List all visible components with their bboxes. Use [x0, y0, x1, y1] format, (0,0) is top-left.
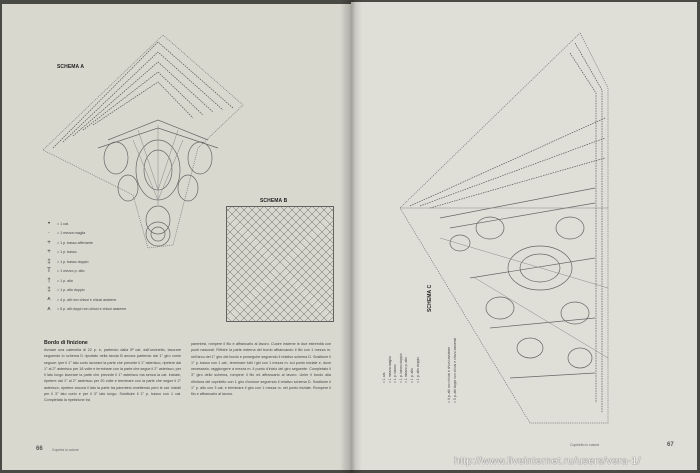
schema-b-grid: [226, 206, 334, 322]
legend-text: = 5 p. alti doppi non chiusi e chiusi assieme: [57, 307, 127, 312]
single-crochet-icon: +: [47, 249, 51, 256]
schema-b-label: SCHEMA B: [260, 198, 288, 204]
section-title: Bordo di finizione: [44, 340, 88, 346]
legend-row: [44, 286, 174, 296]
legend-text: = 5 p. alti doppi non chiusi e chiusi assieme: [452, 337, 457, 403]
legend-text: = 1 cat.: [57, 221, 69, 226]
page-gutter: [340, 0, 362, 473]
legend-row: [44, 295, 174, 305]
paragraph: Avviare una catenella di 22 p. e, partendo dalla 5ª cat. dall'uncinetto, lavorare seguendo lo schema D riportato nella tavola B ancora partendo dal 1° giro come seguue: lper il 1° lato corto lavorare la parte che precede il 1° asterisco, ripetere dal 1° al 2° asterisco per 18 volte e terminare con la parte che segue il 2° asterisco; per il lato lungo lavorare la parte che precede il 1° asterisco ma senza la cat. iniziale, ripetere dal 1° al 2° asterisco per 20 volte e terminare con la parte che segue il 2° asterisco, ripetere ancora il lato la parte tra parentesi omettendo però le cat. iniziali per il 3° lato corto e per il 3° lato lungo.: [44, 348, 181, 397]
chain-icon: •: [47, 220, 51, 227]
legend-text: = 1 p. alto doppio: [57, 288, 85, 293]
watermark-url: http://www.liveinternet.ru/users/vera-1/: [454, 455, 641, 467]
legend-text: = 1 p. basso: [57, 250, 77, 255]
legend-text: = 1 p. basso afferrante: [57, 240, 93, 245]
legend-row: [44, 257, 174, 267]
legend-text: = 1 p. alto doppio: [415, 356, 420, 383]
legend-row: [44, 219, 174, 229]
legend-text: = 4 p. alti non chiusi e chiusi assieme: [57, 297, 117, 302]
half-treble-icon: T: [47, 268, 51, 275]
double-treble-icon: ‡: [47, 287, 51, 294]
legend-text: = 1 p. basso doppio: [398, 353, 403, 383]
legend-row: [44, 238, 174, 248]
legend-text: = 1 mezzo p. alto: [404, 357, 409, 383]
footer-right: Copriletto in cotone: [570, 443, 600, 447]
legend-text: = 1 mezza maglia: [387, 356, 392, 383]
cluster-icon: ⩚: [47, 305, 51, 312]
legend-row: [44, 248, 174, 258]
symbol-legend: [44, 219, 174, 314]
legend-text: = 1 p. basso: [393, 364, 398, 383]
cluster-icon: ⩚: [47, 296, 51, 303]
double-crochet-icon: ‡: [47, 258, 51, 265]
footer-left: Coperta in cotone: [52, 448, 79, 452]
legend-text: = 1 mezza maglia: [57, 231, 86, 236]
schema-a-label: SCHEMA A: [57, 64, 85, 70]
page-number-left: 66: [36, 446, 43, 452]
treble-icon: †: [47, 277, 51, 284]
paragraph-end: Sostituire il 1° p. basso con 1 cat. Completata la ripetizione tra: [44, 392, 182, 403]
legend-text: = 1 cat.: [382, 371, 386, 383]
legend-text: = 1 p. basso doppio: [57, 259, 89, 264]
back-loop-icon: +: [47, 239, 51, 246]
legend-row: [44, 276, 174, 286]
legend-text: = 1 p. alto: [57, 278, 73, 283]
legend-row: [44, 305, 174, 315]
legend-row: [44, 229, 174, 239]
symbol-legend-right-2: [447, 338, 458, 403]
text-column-2: parentesi, rompere il filo e affrancarlo al lavoro. Cucire insieme le due estremità con punti nascosti. Rifinire la parte esterna del bordo affrancando il filo con 1 mezza m. nell'arco del 1° giro del bordo e proseguire seguendo il relativo schema D. Sostituire il 1° p. basso con 1 cat., terminare tutti i giri con 1 mezza m. sul punto iniziale e, dove necessario, raggiungere a mezza m. il punto d'inizio del giro seguente. Completato il 3° giro dello schema, rompere il filo ed affrancarlo al lavoro. Unire il bordo alla rifinitura del copriletto con 1 giro d'unione seguendo il relativo schema D. Sostituire il 1° p. alto con 3 cat. e terminare il giro con 1 mezza m. nel punto iniziale. Rompere il filo e affrancarlo al lavoro.: [191, 342, 331, 397]
legend-text: = 1 p. alto: [409, 368, 414, 383]
schema-c-label: SCHEMA C: [427, 284, 433, 312]
symbol-legend-right: [382, 323, 421, 383]
text-column-1: [44, 347, 181, 404]
slip-stitch-icon: ∙: [48, 230, 50, 237]
page-number-right: 67: [667, 442, 674, 448]
legend-text: = 4 p. alti non chiusi e chiusi assieme: [447, 346, 451, 403]
schema-a-diagram: [38, 30, 253, 250]
legend-row: [44, 267, 174, 277]
legend-text: = 1 mezzo p. alto: [57, 269, 85, 274]
